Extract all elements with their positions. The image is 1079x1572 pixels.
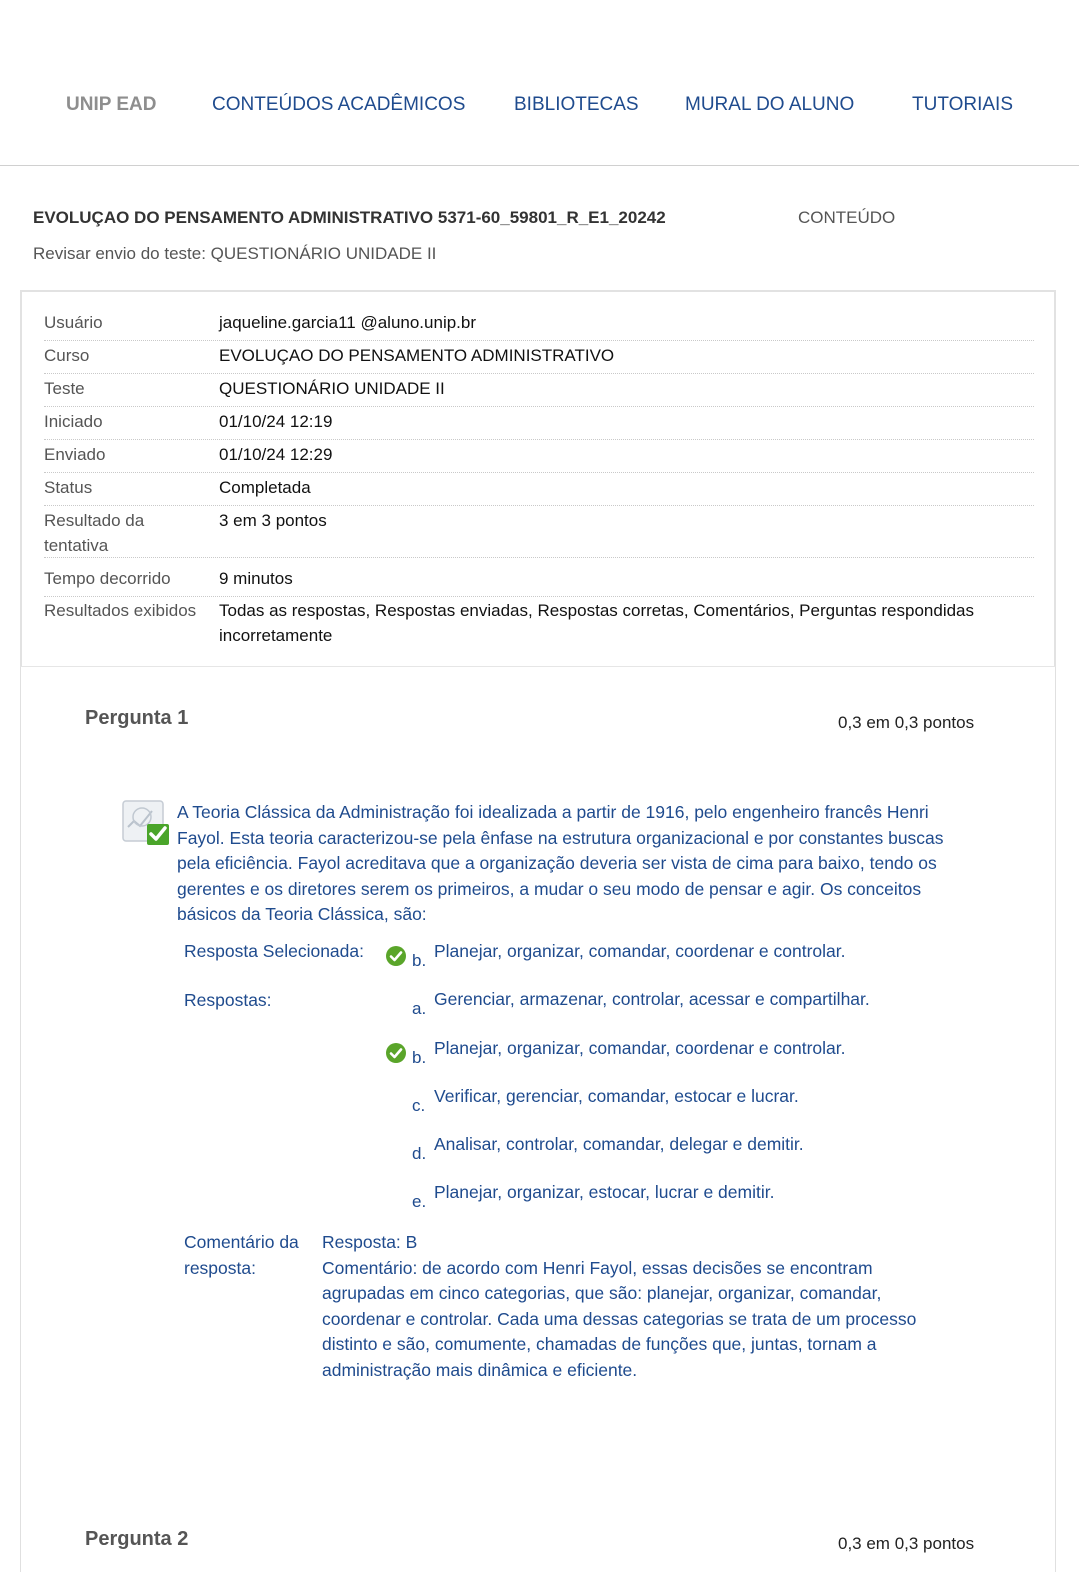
check-icon: [385, 1042, 407, 1064]
answer-letter: a.: [412, 999, 427, 1018]
info-label: Resultados exibidos: [44, 601, 197, 620]
answer-letter: d.: [412, 1144, 427, 1163]
info-label: Status: [44, 478, 93, 497]
answer-option-c: [384, 1086, 944, 1116]
answer-option-b: [384, 1038, 944, 1068]
answer-option-a: [384, 989, 944, 1019]
info-value: Todas as respostas, Respostas enviadas, Respostas corretas, Comentários, Perguntas respondidas incorretamente: [219, 601, 975, 645]
nav-home-link[interactable]: UNIP EAD: [66, 94, 157, 115]
question-title: Pergunta 1: [85, 707, 189, 729]
info-value: EVOLUÇAO DO PENSAMENTO ADMINISTRATIVO: [219, 346, 615, 365]
correct-answer-icon: [122, 799, 172, 847]
info-label: Iniciado: [44, 412, 103, 431]
info-value: jaqueline.garcia11 @aluno.unip.br: [219, 313, 477, 332]
answer-letter: c.: [412, 1096, 426, 1115]
nav-conteudos-academicos[interactable]: CONTEÚDOS ACADÊMICOS: [212, 94, 466, 115]
info-label: Curso: [44, 346, 90, 365]
nav-mural-do-aluno[interactable]: MURAL DO ALUNO: [685, 94, 855, 115]
info-row-iniciado: [44, 409, 1034, 440]
info-row-enviado: [44, 442, 1034, 473]
info-row-status: [44, 475, 1034, 506]
page-title: Revisar envio do teste: QUESTIONÁRIO UNIDADE II: [33, 244, 437, 263]
info-value: 01/10/24 12:29: [219, 445, 333, 464]
answer-letter: b.: [412, 951, 427, 970]
info-value: 3 em 3 pontos: [219, 511, 327, 530]
course-title-breadcrumb[interactable]: EVOLUÇAO DO PENSAMENTO ADMINISTRATIVO 5371-60_59801_R_E1_20242: [33, 208, 666, 227]
answer-text: Gerenciar, armazenar, controlar, acessar e compartilhar.: [434, 989, 870, 1009]
info-row-usuario: [44, 310, 1034, 341]
info-label: Enviado: [44, 445, 106, 464]
attempt-info-panel: [20, 290, 1056, 667]
feedback-text: Comentário: de acordo com Henri Fayol, essas decisões se encontram agrupadas em cinco categorias, que são: planejar, organizar, comandar, coordenar e controlar. Cada uma dessas categorias se trata de um processo distinto e são, comumente, chamadas de funções que, juntas, tornam a administração mais dinâmica e eficiente.: [322, 1257, 917, 1380]
info-row-curso: [44, 343, 1034, 374]
info-label: Tempo decorrido: [44, 569, 171, 588]
check-icon: [385, 945, 407, 967]
top-navigation: [0, 0, 1079, 166]
info-value: 9 minutos: [219, 569, 293, 588]
answer-letter: b.: [412, 1048, 427, 1067]
nav-tutoriais[interactable]: TUTORIAIS: [912, 94, 1013, 115]
info-label: Resultado da tentativa: [44, 511, 145, 555]
question-title: Pergunta 2: [85, 1528, 189, 1550]
answer-text: Planejar, organizar, comandar, coordenar e controlar.: [434, 941, 846, 961]
content-breadcrumb-link[interactable]: CONTEÚDO: [798, 208, 896, 227]
info-row-tempo: [44, 566, 1034, 597]
info-row-resultado: [44, 508, 1034, 558]
answer-option-d: [384, 1134, 944, 1164]
info-row-teste: [44, 376, 1034, 407]
info-value: Completada: [219, 478, 311, 497]
answer-text: Planejar, organizar, comandar, coordenar e controlar.: [434, 1038, 846, 1058]
nav-bibliotecas[interactable]: BIBLIOTECAS: [514, 94, 639, 115]
answer-letter: e.: [412, 1192, 427, 1211]
answers-label: Respostas:: [184, 990, 272, 1010]
answer-text: Verificar, gerenciar, comandar, estocar e lucrar.: [434, 1086, 799, 1106]
selected-answer: [384, 941, 944, 971]
info-value: QUESTIONÁRIO UNIDADE II: [219, 379, 445, 398]
feedback-answer: Resposta: B: [322, 1232, 418, 1252]
selected-answer-label: Resposta Selecionada:: [184, 941, 364, 961]
info-label: Teste: [44, 379, 85, 398]
answer-text: Planejar, organizar, estocar, lucrar e demitir.: [434, 1182, 775, 1202]
feedback-content: [322, 1230, 952, 1383]
answer-text: Analisar, controlar, comandar, delegar e demitir.: [434, 1134, 804, 1154]
question-text: A Teoria Clássica da Administração foi idealizada a partir de 1916, pelo engenheiro francês Henri Fayol. Esta teoria caracterizou-se pela ênfase na estrutura organizacional e por constantes buscas pela eficiência. Fayol acreditava que a organização deveria ser vista de cima para baixo, tendo os gerentes e os diretores serem os primeiros, a mudar o seu modo de pensar e agir. Os conceitos básicos da Teoria Clássica, são:: [177, 802, 944, 924]
question-points: 0,3 em 0,3 pontos: [838, 1534, 975, 1553]
info-label: Usuário: [44, 313, 103, 332]
info-row-resultados-exibidos: [44, 598, 1034, 653]
answer-option-e: [384, 1182, 944, 1212]
feedback-label: Comentário da resposta:: [184, 1232, 299, 1278]
info-value: 01/10/24 12:19: [219, 412, 333, 431]
question-points: 0,3 em 0,3 pontos: [838, 713, 975, 732]
